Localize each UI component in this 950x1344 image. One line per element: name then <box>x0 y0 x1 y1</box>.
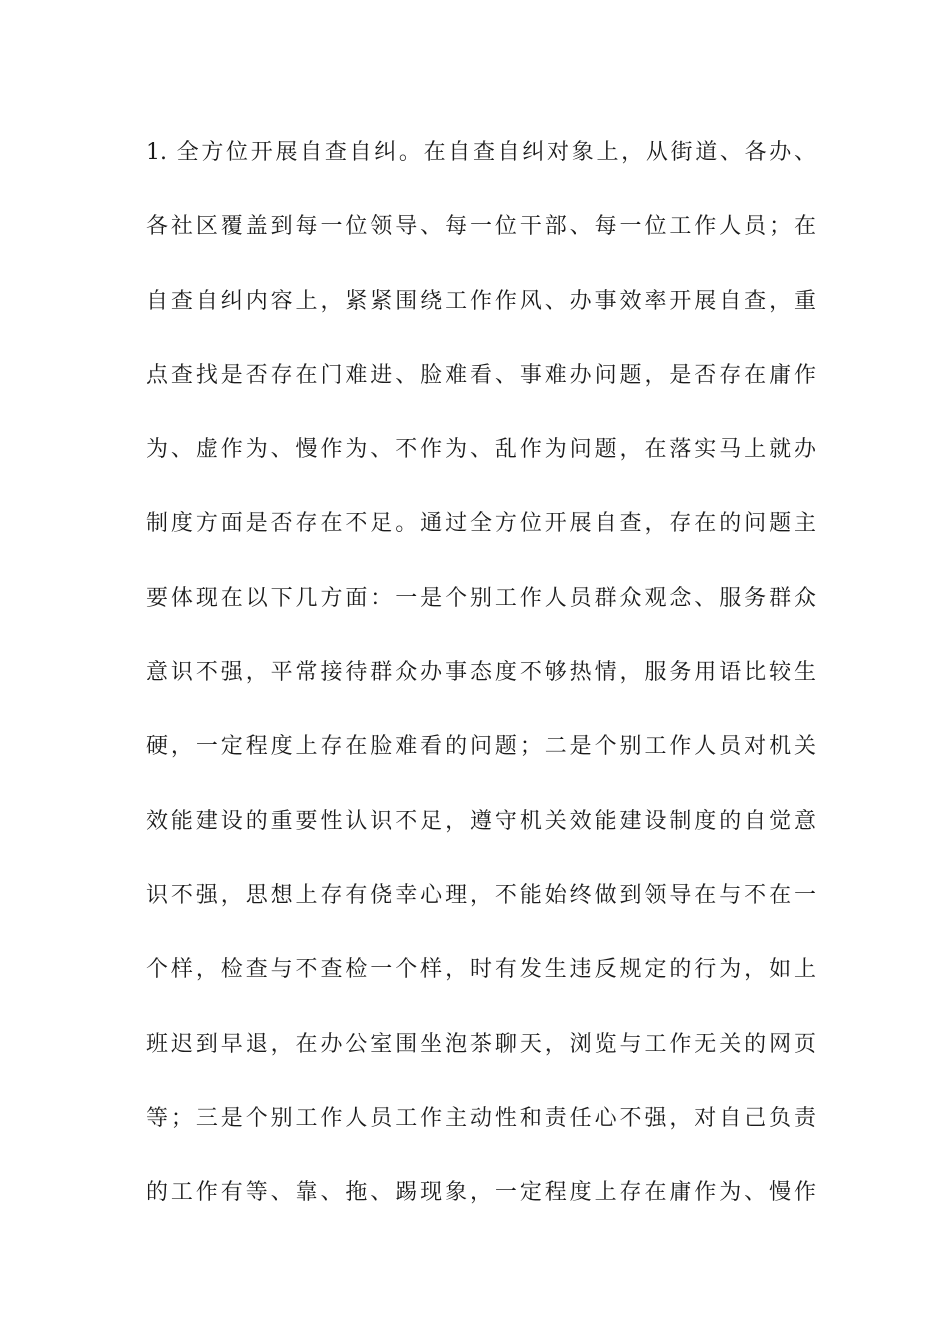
text-line: 制度方面是否存在不足。通过全方位开展自查，存在的问题主 <box>146 511 816 537</box>
text-line: 意识不强，平常接待群众办事态度不够热情，服务用语比较生 <box>146 660 816 686</box>
text-line: 为、虚作为、慢作为、不作为、乱作为问题，在落实马上就办 <box>146 437 816 463</box>
text-line: 个样，检查与不查检一个样，时有发生违反规定的行为，如上 <box>146 957 816 983</box>
text-line: 自查自纠内容上，紧紧围绕工作作风、办事效率开展自查，重 <box>146 288 816 314</box>
text-line: 点查找是否存在门难进、脸难看、事难办问题，是否存在庸作 <box>146 362 816 388</box>
text-line: 等；三是个别工作人员工作主动性和责任心不强，对自己负责 <box>146 1105 816 1131</box>
body-paragraph <box>146 131 816 1245</box>
text-line: 识不强，思想上存有侥幸心理，不能始终做到领导在与不在一 <box>146 882 816 908</box>
text-line: 效能建设的重要性认识不足，遵守机关效能建设制度的自觉意 <box>146 808 816 834</box>
text-line: 硬，一定程度上存在脸难看的问题；二是个别工作人员对机关 <box>146 734 816 760</box>
text-line: 各社区覆盖到每一位领导、每一位干部、每一位工作人员；在 <box>146 214 816 240</box>
text-line: 班迟到早退，在办公室围坐泡茶聊天，浏览与工作无关的网页 <box>146 1031 816 1057</box>
text-line: 1. 全方位开展自查自纠。在自查自纠对象上，从街道、各办、 <box>146 140 816 165</box>
text-line: 的工作有等、靠、拖、踢现象，一定程度上存在庸作为、慢作 <box>146 1180 816 1206</box>
text-line: 要体现在以下几方面：一是个别工作人员群众观念、服务群众 <box>146 585 816 611</box>
